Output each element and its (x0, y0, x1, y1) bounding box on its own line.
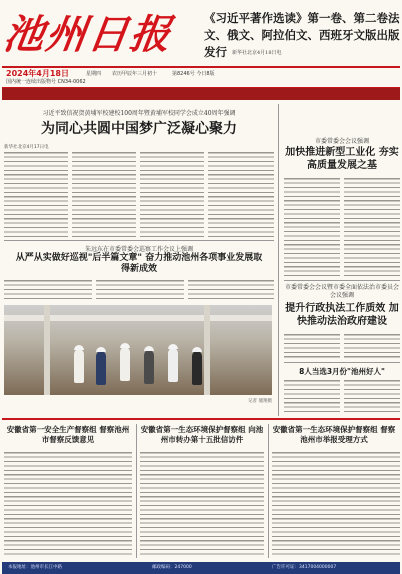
mid-text-col3 (188, 278, 274, 302)
footer-bar (2, 562, 400, 574)
info-bar (2, 66, 400, 88)
lead-text-col4 (208, 150, 274, 238)
side2-text-col1 (284, 332, 340, 360)
footer-postcode: 邮政编码：247000 (152, 565, 192, 570)
promo-headline[interactable]: 《习近平著作选读》第一卷、第二卷法文、俄文、阿拉伯文、西班牙文版出版发行 (204, 11, 400, 59)
issue-lunar: 农历甲辰年三月初十 (112, 71, 158, 77)
lead-text-col1 (4, 150, 68, 238)
promo-byline: 新华社北京4月18日电 (232, 50, 282, 56)
side1-kicker: 市委常委会会议强调 (314, 138, 369, 145)
lead-byline: 新华社北京4月17日电 (4, 145, 49, 150)
side1-text-col1 (284, 176, 340, 276)
footer-address: 本报地址：池州市长江中路 (8, 565, 62, 570)
issue-weekday: 星期四 (86, 71, 102, 77)
side2-divider (284, 280, 400, 281)
bottom-headline-1[interactable]: 安徽省第一安全生产督察组 督察池州市督察反馈意见 (6, 425, 130, 444)
side2-kicker: 市委常委会会议暨市委全面依法治市委员会会议强调 (284, 284, 399, 299)
lead-text-col2 (72, 150, 136, 238)
bottom-divider-1 (136, 424, 137, 558)
lead-kicker: 习近平致信祝贺黄埔军校建校100周年暨黄埔军校同学会成立40周年强调 (42, 110, 236, 117)
bottom-headline-2[interactable]: 安徽省第一生态环境保护督察组 向池州市转办第十五批信访件 (140, 425, 264, 444)
photo-caption: 记者 储翔摄 (248, 399, 272, 404)
issue-number: 第8246号 今日8版 (172, 71, 215, 77)
side2-headline[interactable]: 提升行政执法工作质效 加快推动法治政府建设 (285, 303, 399, 327)
mid-kicker: 朱远东在市委常委会巡察工作会议上强调 (84, 246, 193, 253)
bottom-text-2 (140, 450, 264, 556)
side2-text-col2 (344, 332, 400, 360)
bottom-text-3 (272, 450, 400, 556)
mid-text-col1 (4, 278, 92, 302)
mid-divider (4, 240, 274, 241)
issue-cn: 国内统一连续出版物号 CN34-0062 (6, 79, 86, 85)
lead-headline[interactable]: 为同心共圆中国梦广泛凝心聚力 (41, 121, 237, 137)
bottom-rule (2, 418, 400, 420)
side1-headline[interactable]: 加快推进新型工业化 夯实高质量发展之基 (285, 147, 399, 171)
mid-text-col2 (96, 278, 184, 302)
side3-text-col1 (284, 378, 340, 412)
bottom-divider-2 (268, 424, 269, 558)
side1-text-col2 (344, 176, 400, 276)
side3-text-col2 (344, 378, 400, 412)
side3-divider (284, 362, 400, 363)
mid-headline[interactable]: 从严从实做好巡视"后半篇文章" 奋力推动池州各项事业发展取得新成效 (15, 253, 263, 274)
bottom-text-1 (4, 450, 132, 556)
masthead-logo: 池州日报 (0, 11, 176, 58)
issue-date: 2024年4月18日 (6, 69, 69, 78)
lead-text-col3 (140, 150, 204, 238)
footer-license: 广告许可证：3417004000007 (272, 565, 337, 570)
bottom-headline-3[interactable]: 安徽省第一生态环境保护督察组 督察池州市举报受理方式 (272, 425, 396, 444)
banner-strip (2, 88, 400, 100)
side3-headline[interactable]: 8人当选3月份"池州好人" (299, 367, 385, 376)
column-divider (278, 104, 279, 416)
news-photo (4, 305, 272, 395)
